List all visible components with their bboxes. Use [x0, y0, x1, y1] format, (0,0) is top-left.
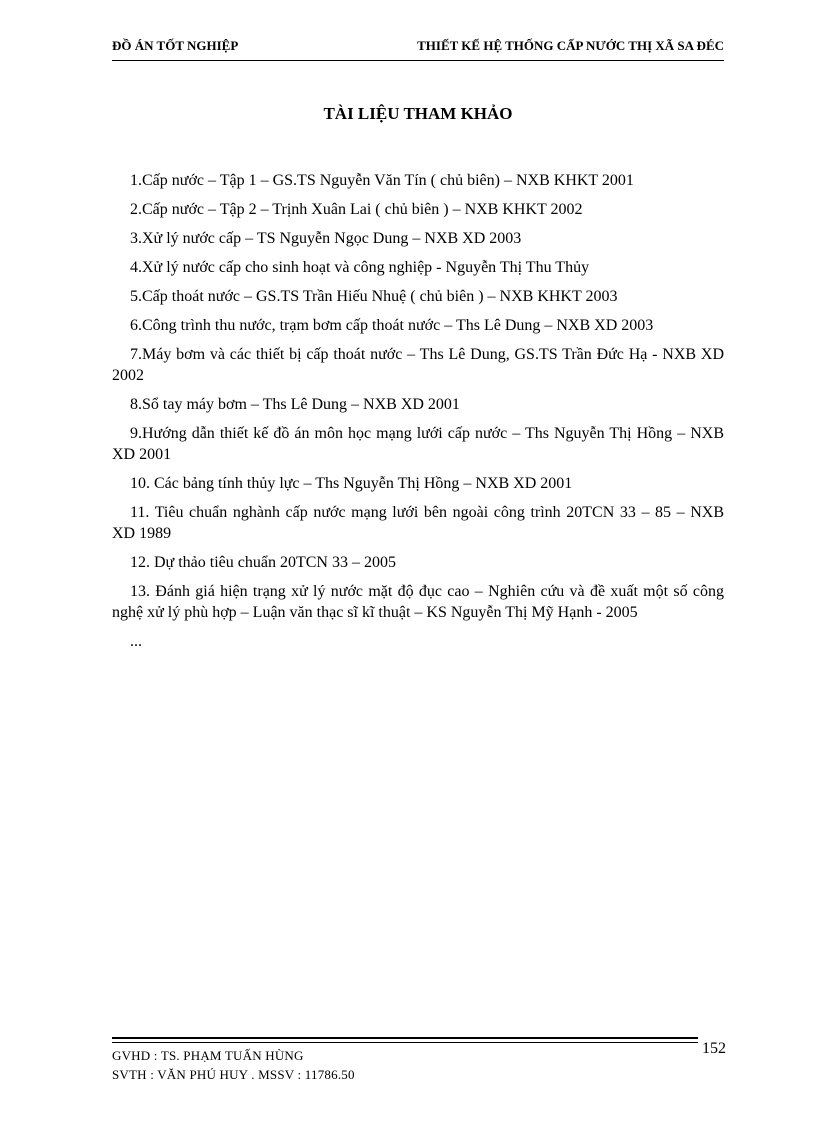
reference-item: 12. Dự thảo tiêu chuẩn 20TCN 33 – 2005: [130, 554, 396, 571]
reference-item: 8.Sổ tay máy bơm – Ths Lê Dung – NXB XD 2001: [130, 396, 460, 413]
header-divider: [112, 60, 724, 61]
page-number: 152: [702, 1040, 726, 1057]
page-footer: [112, 1046, 355, 1084]
reference-item: 5.Cấp thoát nước – GS.TS Trần Hiếu Nhuệ ( chủ biên ) – NXB KHKT 2003: [130, 288, 618, 305]
reference-item: 1.Cấp nước – Tập 1 – GS.TS Nguyễn Văn Tín ( chủ biên) – NXB KHKT 2001: [130, 172, 634, 189]
reference-item: 4.Xử lý nước cấp cho sinh hoạt và công nghiệp - Nguyễn Thị Thu Thủy: [130, 259, 590, 276]
reference-item: 7.Máy bơm và các thiết bị cấp thoát nước – Ths Lê Dung, GS.TS Trần Đức Hạ - NXB XD 2002: [112, 346, 724, 384]
reference-list: [112, 170, 724, 652]
reference-item: 10. Các bảng tính thủy lực – Ths Nguyễn Thị Hồng – NXB XD 2001: [130, 475, 573, 492]
page-header: [112, 38, 724, 58]
reference-item: 3.Xử lý nước cấp – TS Nguyễn Ngọc Dung – NXB XD 2003: [130, 230, 522, 247]
footer-student: SVTH : VĂN PHÚ HUY . MSSV : 11786.50: [112, 1067, 355, 1082]
page-title: TÀI LIỆU THAM KHẢO: [323, 104, 513, 123]
footer-divider-thick: [112, 1037, 698, 1039]
header-right-text: THIẾT KẾ HỆ THỐNG CẤP NƯỚC THỊ XÃ SA ĐÉC: [417, 38, 724, 53]
header-left-text: ĐỒ ÁN TỐT NGHIỆP: [112, 38, 239, 53]
reference-item: 6.Công trình thu nước, trạm bơm cấp thoát nước – Ths Lê Dung – NXB XD 2003: [130, 317, 654, 334]
reference-item: 2.Cấp nước – Tập 2 – Trịnh Xuân Lai ( chủ biên ) – NXB KHKT 2002: [130, 201, 583, 218]
reference-item: 9.Hướng dẫn thiết kế đồ án môn học mạng lưới cấp nước – Ths Nguyễn Thị Hồng – NXB XD 2001: [112, 425, 724, 463]
reference-item: 11. Tiêu chuẩn nghành cấp nước mạng lưới bên ngoài công trình 20TCN 33 – 85 – NXB XD 1989: [112, 504, 724, 542]
footer-divider-thin: [112, 1042, 698, 1043]
reference-item: 13. Đánh giá hiện trạng xử lý nước mặt độ đục cao – Nghiên cứu và đề xuất một số công nghệ xử lý phù hợp – Luận văn thạc sĩ kĩ thuật – KS Nguyễn Thị Mỹ Hạnh - 2005: [112, 583, 724, 621]
footer-supervisor: GVHD : TS. PHẠM TUẤN HÙNG: [112, 1048, 304, 1063]
list-continuation: ...: [130, 633, 142, 650]
